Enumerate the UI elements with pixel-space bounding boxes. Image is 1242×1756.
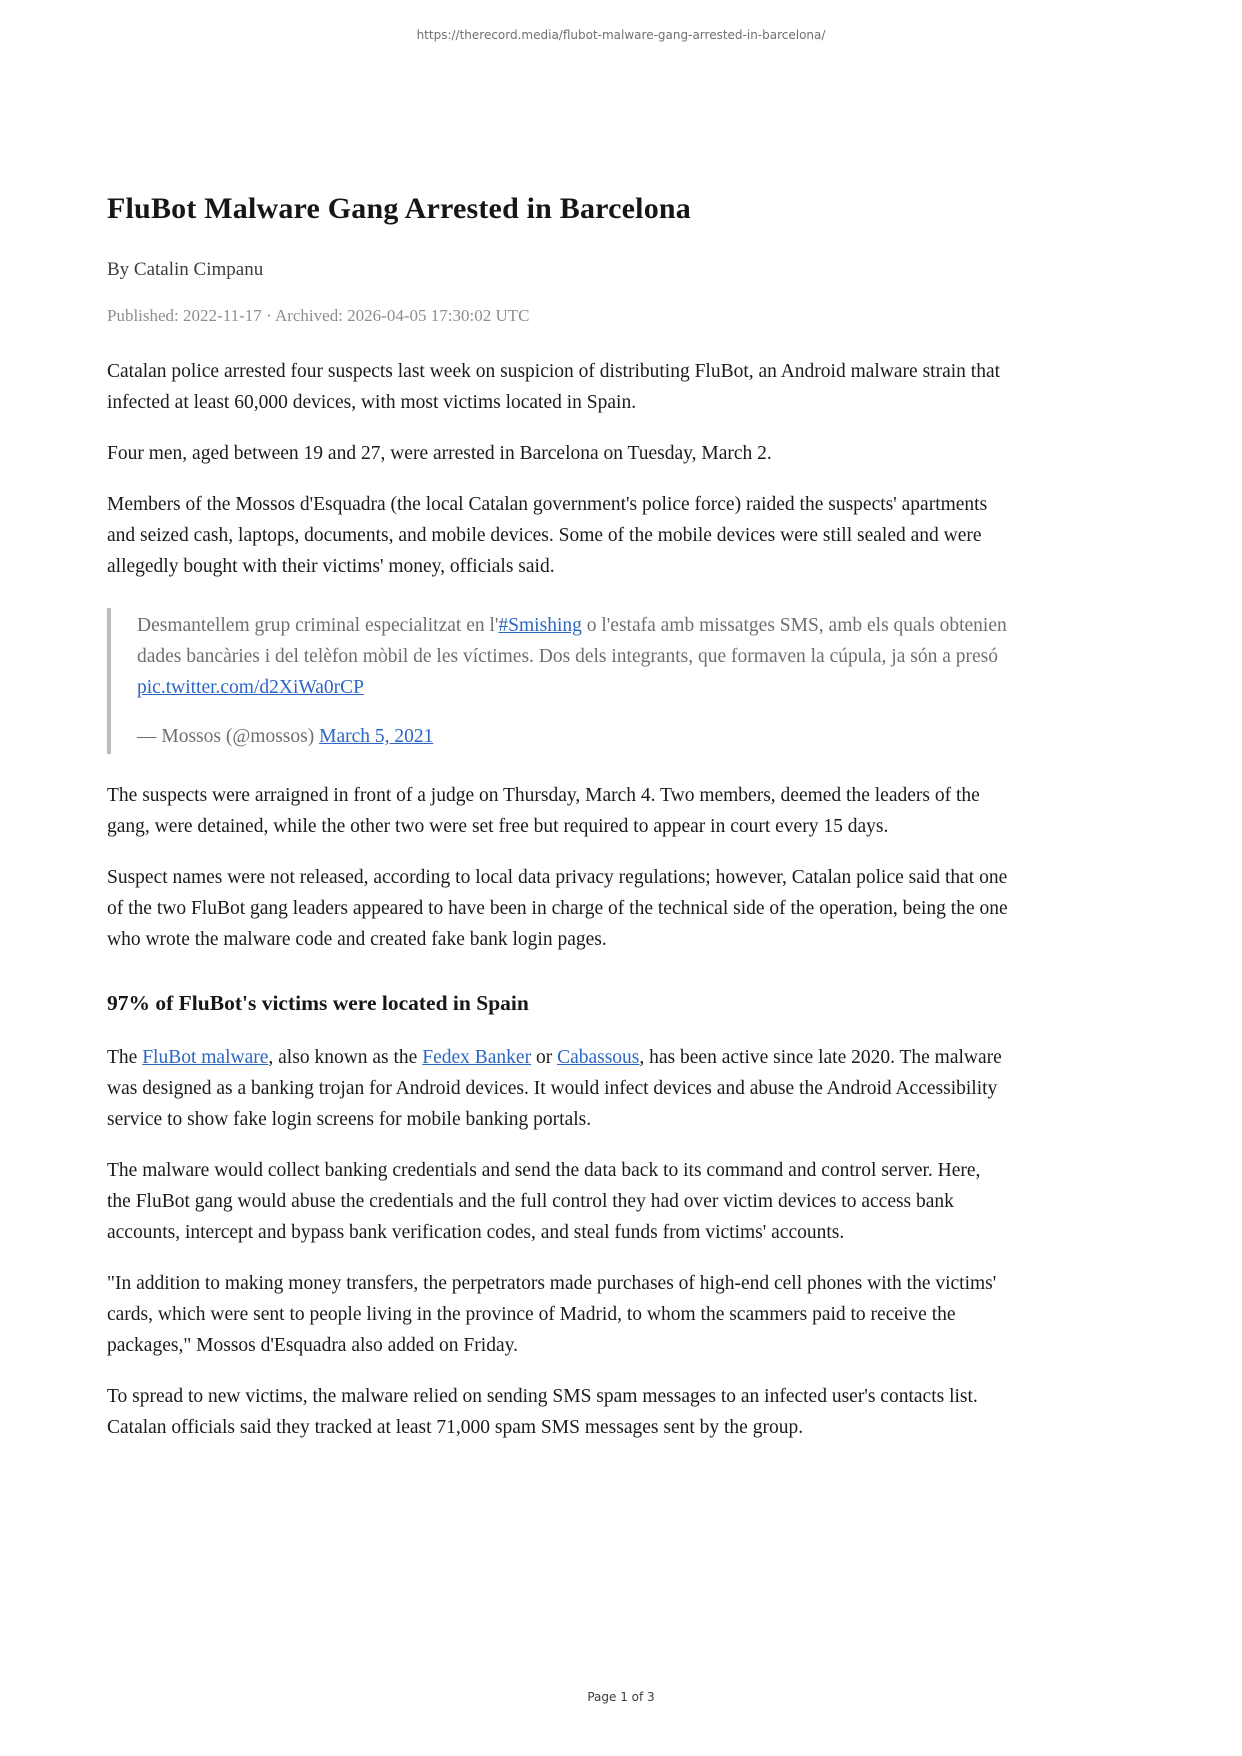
paragraph: To spread to new victims, the malware relied on sending SMS spam messages to an infected user's contacts list. Catalan officials said they tracked at least 71,000 spam SMS messages sent by the group. (107, 1386, 978, 1438)
paragraph: Suspect names were not released, according to local data privacy regulations; however, Catalan police said that one of the two FluBot gang leaders appeared to have been in charge of the technical side of the operation, being the one who wrote the malware code and created fake bank login pages. (107, 867, 1008, 950)
inline-link[interactable]: Cabassous (557, 1047, 640, 1068)
article-body (107, 356, 1008, 1443)
inline-link[interactable]: pic.twitter.com/d2XiWa0rCP (137, 677, 364, 698)
page-number-footer: Page 1 of 3 (587, 1690, 655, 1704)
inline-link[interactable]: Fedex Banker (422, 1047, 532, 1068)
published-archived-meta: Published: 2022-11-17 · Archived: 2026-04-05 17:30:02 UTC (107, 306, 530, 325)
tweet-blockquote (107, 608, 1008, 754)
byline: By Catalin Cimpanu (107, 259, 264, 280)
paragraph: The FluBot malware, also known as the Fedex Banker or Cabassous, has been active since late 2020. The malware was designed as a banking trojan for Android devices. It would infect devices and abuse the Android Accessibility service to show fake login screens for mobile banking portals. (107, 1047, 1002, 1130)
paragraph: Catalan police arrested four suspects last week on suspicion of distributing FluBot, an Android malware strain that infected at least 60,000 devices, with most victims located in Spain. (107, 361, 1001, 413)
inline-link[interactable]: #Smishing (498, 615, 582, 636)
inline-link[interactable]: FluBot malware (142, 1047, 269, 1068)
page-title: FluBot Malware Gang Arrested in Barcelona (107, 192, 692, 225)
article (107, 192, 1008, 1463)
print-header-url: https://therecord.media/flubot-malware-gang-arrested-in-barcelona/ (416, 28, 826, 42)
paragraph: Members of the Mossos d'Esquadra (the local Catalan government's police force) raided the suspects' apartments and seized cash, laptops, documents, and mobile devices. Some of the mobile devices were still sealed and were allegedly bought with their victims' money, officials said. (107, 494, 988, 577)
paragraph: The malware would collect banking credentials and send the data back to its command and control server. Here, the FluBot gang would abuse the credentials and the full control they had over victim devices to access bank accounts, intercept and bypass bank verification codes, and steal funds from victims' accounts. (107, 1160, 981, 1243)
paragraph: The suspects were arraigned in front of a judge on Thursday, March 4. Two members, deemed the leaders of the gang, were detained, while the other two were set free but required to appear in court every 15 days. (107, 785, 980, 837)
section-heading: 97% of FluBot's victims were located in Spain (107, 991, 529, 1015)
inline-link[interactable]: March 5, 2021 (319, 726, 434, 747)
paragraph: "In addition to making money transfers, the perpetrators made purchases of high-end cell phones with the victims' cards, which were sent to people living in the province of Madrid, to whom the scammers paid to receive the packages," Mossos d'Esquadra also added on Friday. (107, 1273, 997, 1356)
blockquote-paragraph: — Mossos (@mossos) March 5, 2021 (137, 726, 434, 747)
blockquote-paragraph: Desmantellem grup criminal especialitzat en l'#Smishing o l'estafa amb missatges SMS, amb els quals obtenien dades bancàries i del telèfon mòbil de les víctimes. Dos dels integrants, que formaven la cúpula, ja són a presó pic.twitter.com/d2XiWa0rCP (137, 615, 1007, 698)
paragraph: Four men, aged between 19 and 27, were arrested in Barcelona on Tuesday, March 2. (107, 443, 772, 464)
